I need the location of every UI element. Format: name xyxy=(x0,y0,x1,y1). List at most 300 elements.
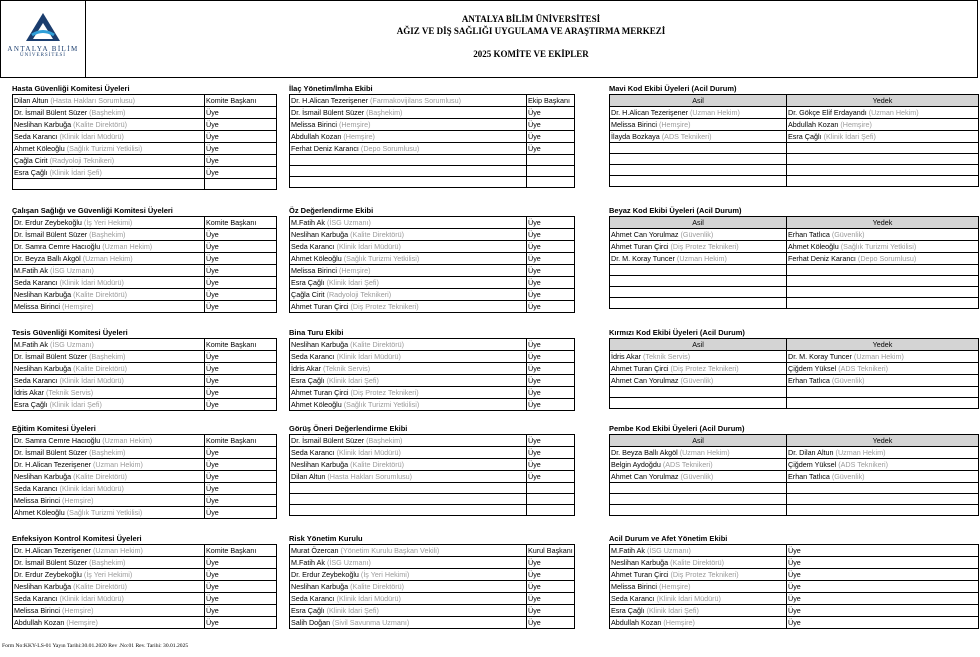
member-cell xyxy=(290,593,527,605)
member-role: (Hemşire) xyxy=(338,120,371,129)
table-row xyxy=(13,495,277,507)
substitute-cell xyxy=(787,471,979,483)
member-cell xyxy=(290,545,527,557)
member-table xyxy=(609,434,979,516)
member-cell xyxy=(290,143,527,155)
duty-cell: Üye xyxy=(205,447,277,459)
member-cell xyxy=(290,289,527,301)
member-role: (Hemşire) xyxy=(663,618,695,627)
member-cell xyxy=(610,287,787,298)
table-row xyxy=(610,253,979,265)
table-row xyxy=(290,447,575,459)
duty-cell: Kurul Başkanı xyxy=(528,546,573,555)
duty-cell: Üye xyxy=(527,339,575,351)
duty-cell: Üye xyxy=(787,557,979,569)
committee-title: Enfeksiyon Kontrol Komitesi Üyeleri xyxy=(12,534,142,543)
table-row xyxy=(13,399,277,411)
member-role: (Klinik İdari Müdürü) xyxy=(59,278,124,287)
member-name: Melissa Birinci xyxy=(611,120,657,129)
member-role: (ADS Teknikeri) xyxy=(662,460,713,469)
table-row xyxy=(13,375,277,387)
member-role: (Güvenlik) xyxy=(680,230,714,239)
duty-cell: Komite Başkanı xyxy=(205,545,277,557)
member-name: Seda Karancı xyxy=(14,132,58,141)
member-name: Neslihan Karbuğa xyxy=(14,472,72,481)
table-row xyxy=(610,154,979,165)
substitute-name: Ferhat Deniz Karancı xyxy=(788,254,856,263)
member-cell xyxy=(13,217,205,229)
column-header: Yedek xyxy=(787,339,979,351)
member-name: Ahmet Köleoğlu xyxy=(291,254,342,263)
member-cell xyxy=(13,301,205,313)
duty-cell: Üye xyxy=(205,581,277,593)
member-role: (İSG Uzmanı) xyxy=(646,546,691,555)
member-role: (Uzman Hekim) xyxy=(82,254,133,263)
member-role: (Sivil Savunma Uzmanı) xyxy=(332,618,410,627)
table-row xyxy=(610,483,979,494)
member-cell xyxy=(610,143,787,154)
table-row xyxy=(610,241,979,253)
member-role: (Kalite Direktörü) xyxy=(670,558,725,567)
table-header-row xyxy=(610,435,979,447)
member-cell xyxy=(290,253,527,265)
member-table xyxy=(12,94,277,190)
substitute-cell xyxy=(787,154,979,165)
member-role: (Hemşire) xyxy=(658,582,691,591)
member-role: (Klinik İdari Şefi) xyxy=(326,606,379,615)
duty-cell: Üye xyxy=(527,119,575,131)
member-cell xyxy=(290,505,527,516)
substitute-cell xyxy=(787,165,979,176)
member-role: (Klinik İdari Şefi) xyxy=(326,278,379,287)
duty-cell: Üye xyxy=(205,557,277,569)
member-role: (Güvenlik) xyxy=(680,472,714,481)
member-cell xyxy=(13,131,205,143)
member-table xyxy=(289,338,575,411)
member-cell xyxy=(610,569,787,581)
member-name: Seda Karancı xyxy=(611,594,655,603)
member-name: Neslihan Karbuğa xyxy=(291,460,349,469)
committee-title: Çalışan Sağlığı ve Güvenliği Komitesi Üyeleri xyxy=(12,206,173,215)
member-name: Abdullah Kozan xyxy=(291,132,342,141)
member-role: (Uzman Hekim) xyxy=(102,436,153,445)
member-name: Çağla Cirit xyxy=(291,290,325,299)
duty-cell: Üye xyxy=(205,253,277,265)
substitute-cell xyxy=(787,276,979,287)
member-role: (Klinik İdari Şefi) xyxy=(646,606,699,615)
member-role: (İş Yeri Hekimi) xyxy=(360,570,410,579)
member-role: (Depo Sorumlusu) xyxy=(360,144,420,153)
member-name: Neslihan Karbuğa xyxy=(291,230,349,239)
member-role: (Kalite Direktörü) xyxy=(350,230,405,239)
member-name: Dr. Erdur Zeybekoğlu xyxy=(14,570,82,579)
member-role: (Hemşire) xyxy=(343,132,375,141)
table-row xyxy=(290,217,575,229)
duty-cell: Üye xyxy=(527,217,575,229)
member-cell xyxy=(13,179,205,190)
member-name: Çağla Cirit xyxy=(14,156,48,165)
substitute-cell xyxy=(787,176,979,187)
table-row xyxy=(290,435,575,447)
table-row xyxy=(13,167,277,179)
duty-cell: Üye xyxy=(205,107,277,119)
duty-cell: Üye xyxy=(205,167,277,179)
table-row xyxy=(13,143,277,155)
duty-cell: Komite Başkanı xyxy=(205,95,277,107)
member-cell xyxy=(13,507,205,519)
member-cell xyxy=(290,166,527,177)
duty-cell: Üye xyxy=(527,289,575,301)
member-role: (Başhekim) xyxy=(366,108,403,117)
member-cell xyxy=(290,375,527,387)
duty-cell: Üye xyxy=(527,593,575,605)
duty-cell: Üye xyxy=(787,569,979,581)
member-name: Dilan Altun xyxy=(14,96,49,105)
form-footer: Form No:KKY-LS-01 Yayın Tarihi:30.01.2020 Rev .No:01 Rev. Tarihi: 30.01.2025 xyxy=(2,643,189,649)
member-cell xyxy=(13,107,205,119)
member-name: Dilan Altun xyxy=(291,472,326,481)
member-cell xyxy=(290,155,527,166)
member-name: Ahmet Turan Çirci xyxy=(291,302,349,311)
duty-cell: Üye xyxy=(527,581,575,593)
member-name: M.Fatih Ak xyxy=(14,340,48,349)
table-header-row xyxy=(610,339,979,351)
table-row xyxy=(610,494,979,505)
member-cell xyxy=(610,494,787,505)
column-header: Asil xyxy=(610,217,787,229)
member-cell xyxy=(13,581,205,593)
page-title: 2025 KOMİTE VE EKİPLER xyxy=(473,49,589,59)
substitute-cell xyxy=(787,265,979,276)
member-name: Seda Karancı xyxy=(14,484,58,493)
member-cell xyxy=(290,483,527,494)
member-name: Dr. Samra Cemre Hacıoğlu xyxy=(14,436,101,445)
member-role: (Kalite Direktörü) xyxy=(73,290,128,299)
member-role: (Kalite Direktörü) xyxy=(73,364,128,373)
committee-title: Tesis Güvenliği Komitesi Üyeleri xyxy=(12,328,128,337)
member-name: Melissa Birinci xyxy=(14,302,60,311)
table-row xyxy=(13,131,277,143)
table-row xyxy=(13,339,277,351)
member-role: (Diş Protez Teknikeri) xyxy=(670,570,739,579)
member-name: İdris Akar xyxy=(291,364,321,373)
member-cell xyxy=(610,276,787,287)
member-cell xyxy=(610,605,787,617)
member-role: (Hemşire) xyxy=(61,606,94,615)
duty-cell: Üye xyxy=(205,375,277,387)
duty-cell: Üye xyxy=(527,387,575,399)
member-name: Dr. İsmail Bülent Süzer xyxy=(14,448,88,457)
member-name: Esra Çağlı xyxy=(291,376,325,385)
duty-cell: Üye xyxy=(527,435,575,447)
substitute-cell xyxy=(787,375,979,387)
member-role: (Farmakovijilans Sorumlusu) xyxy=(369,96,462,105)
member-table xyxy=(609,544,979,629)
table-row xyxy=(610,545,979,557)
member-cell xyxy=(290,241,527,253)
duty-cell: Üye xyxy=(527,265,575,277)
committee-title: Eğitim Komitesi Üyeleri xyxy=(12,424,96,433)
table-row xyxy=(290,241,575,253)
member-cell xyxy=(290,569,527,581)
member-name: Dr. M. Koray Tuncer xyxy=(611,254,675,263)
substitute-name: Dr. M. Koray Tuncer xyxy=(788,352,852,361)
member-name: Dr. Beyza Ballı Akgöl xyxy=(14,254,81,263)
table-row xyxy=(13,593,277,605)
table-row xyxy=(290,131,575,143)
member-cell xyxy=(610,617,787,629)
duty-cell: Üye xyxy=(527,301,575,313)
member-cell xyxy=(290,131,527,143)
substitute-name: Erhan Tatlıca xyxy=(788,376,830,385)
table-row xyxy=(290,363,575,375)
table-row xyxy=(610,387,979,398)
substitute-cell xyxy=(787,387,979,398)
substitute-cell xyxy=(787,143,979,154)
member-cell xyxy=(290,557,527,569)
table-row xyxy=(13,301,277,313)
member-name: Dr. H.Alican Tezerişener xyxy=(291,96,368,105)
member-name: Seda Karancı xyxy=(291,242,335,251)
table-row xyxy=(13,107,277,119)
member-cell xyxy=(610,557,787,569)
duty-cell: Üye xyxy=(205,387,277,399)
duty-cell: Üye xyxy=(527,447,575,459)
table-row xyxy=(290,617,575,629)
table-row xyxy=(610,459,979,471)
duty-cell: Üye xyxy=(205,289,277,301)
member-role: (Sağlık Turizmi Yetkilisi) xyxy=(343,400,420,409)
member-name: Melissa Birinci xyxy=(291,120,337,129)
table-row xyxy=(13,569,277,581)
committee-title: Acil Durum ve Afet Yönetim Ekibi xyxy=(609,534,728,543)
table-row xyxy=(610,265,979,276)
table-row xyxy=(290,605,575,617)
table-row xyxy=(610,398,979,409)
duty-cell: Üye xyxy=(527,557,575,569)
duty-cell: Üye xyxy=(527,253,575,265)
member-name: Dr. İsmail Bülent Süzer xyxy=(14,108,88,117)
member-name: Neslihan Karbuğa xyxy=(14,120,72,129)
member-cell xyxy=(13,605,205,617)
member-cell xyxy=(13,143,205,155)
member-cell xyxy=(13,447,205,459)
member-name: Dr. Beyza Ballı Akgöl xyxy=(611,448,678,457)
table-row xyxy=(610,375,979,387)
member-role: (Kalite Direktörü) xyxy=(73,582,128,591)
substitute-cell xyxy=(787,131,979,143)
member-cell xyxy=(610,398,787,409)
member-name: Melissa Birinci xyxy=(291,266,337,275)
duty-cell: Üye xyxy=(527,277,575,289)
table-row xyxy=(290,301,575,313)
member-cell xyxy=(290,471,527,483)
substitute-name: Abdullah Kozan xyxy=(788,120,839,129)
table-row xyxy=(290,545,575,557)
table-row xyxy=(610,557,979,569)
duty-cell: Üye xyxy=(205,617,277,629)
table-row xyxy=(290,471,575,483)
member-name: Abdullah Kozan xyxy=(611,618,662,627)
duty-cell: Üye xyxy=(527,459,575,471)
table-row xyxy=(610,471,979,483)
column-header: Asil xyxy=(610,435,787,447)
table-row xyxy=(13,155,277,167)
member-role: (Başhekim) xyxy=(89,352,126,361)
member-cell xyxy=(13,95,205,107)
table-row xyxy=(13,277,277,289)
member-table xyxy=(289,216,575,313)
member-cell xyxy=(290,119,527,131)
member-role: (Hasta Hakları Sorumlusu) xyxy=(327,472,413,481)
member-role: (Klinik İdari Müdürü) xyxy=(336,448,401,457)
member-cell xyxy=(290,605,527,617)
member-name: Neslihan Karbuğa xyxy=(14,364,72,373)
duty-cell: Üye xyxy=(205,229,277,241)
substitute-name: Çiğdem Yüksel xyxy=(788,460,837,469)
duty-cell: Üye xyxy=(527,605,575,617)
table-row xyxy=(13,617,277,629)
table-row xyxy=(610,505,979,516)
member-table xyxy=(12,434,277,519)
table-row xyxy=(13,483,277,495)
duty-cell: Ekip Başkanı xyxy=(527,95,575,107)
member-name: Dr. İsmail Bülent Süzer xyxy=(291,108,365,117)
member-cell xyxy=(13,277,205,289)
member-role: (Başhekim) xyxy=(366,436,403,445)
member-name: Ahmet Turan Çirci xyxy=(611,242,669,251)
member-cell xyxy=(610,471,787,483)
member-name: Seda Karancı xyxy=(291,594,335,603)
member-name: Neslihan Karbuğa xyxy=(14,582,72,591)
table-row xyxy=(290,351,575,363)
member-name: Ahmet Can Yorulmaz xyxy=(611,376,679,385)
member-name: Seda Karancı xyxy=(14,594,58,603)
duty-cell: Üye xyxy=(527,363,575,375)
substitute-role: (Klinik İdari Şefi) xyxy=(823,132,876,141)
duty-cell: Komite Başkanı xyxy=(205,339,277,351)
member-cell xyxy=(610,253,787,265)
substitute-cell xyxy=(787,505,979,516)
member-name: Dr. Samra Cemre Hacıoğlu xyxy=(14,242,101,251)
member-name: Abdullah Kozan xyxy=(14,618,65,627)
duty-cell: Komite Başkanı xyxy=(205,217,277,229)
table-row xyxy=(13,265,277,277)
member-cell xyxy=(610,241,787,253)
member-role: (Klinik İdari Müdürü) xyxy=(656,594,721,603)
column-header: Yedek xyxy=(787,95,979,107)
table-row xyxy=(13,387,277,399)
member-cell xyxy=(610,154,787,165)
member-role: (Kalite Direktörü) xyxy=(73,472,128,481)
duty-cell: Üye xyxy=(527,229,575,241)
member-table xyxy=(609,338,979,409)
member-role: (Klinik İdari Müdürü) xyxy=(336,242,401,251)
duty-cell xyxy=(527,166,575,177)
member-role: (Teknik Servis) xyxy=(322,364,371,373)
duty-cell: Üye xyxy=(205,399,277,411)
table-row xyxy=(610,605,979,617)
university-logo-icon xyxy=(24,11,62,45)
table-row xyxy=(290,95,575,107)
member-name: Ahmet Köleoğlu xyxy=(14,508,65,517)
member-role: (Teknik Servis) xyxy=(642,352,691,361)
member-role: (Başhekim) xyxy=(89,448,126,457)
member-role: (Hasta Hakları Sorumlusu) xyxy=(50,96,136,105)
substitute-role: (Uzman Hekim) xyxy=(853,352,904,361)
member-role: (Klinik İdari Şefi) xyxy=(49,168,102,177)
member-cell xyxy=(610,483,787,494)
member-cell xyxy=(13,569,205,581)
duty-cell: Üye xyxy=(787,545,979,557)
table-row xyxy=(610,581,979,593)
table-row xyxy=(610,276,979,287)
table-row xyxy=(610,176,979,187)
member-role: (İSG Uzmanı) xyxy=(326,558,371,567)
member-cell xyxy=(610,447,787,459)
table-row xyxy=(290,375,575,387)
member-cell xyxy=(610,351,787,363)
member-table xyxy=(12,338,277,411)
table-row xyxy=(290,387,575,399)
table-row xyxy=(290,166,575,177)
member-name: Esra Çağlı xyxy=(291,278,325,287)
member-cell xyxy=(290,581,527,593)
member-name: Salih Doğan xyxy=(291,618,331,627)
member-name: Esra Çağlı xyxy=(14,168,48,177)
member-role: (Klinik İdari Şefi) xyxy=(49,400,102,409)
member-cell xyxy=(13,483,205,495)
member-role: (Klinik İdari Müdürü) xyxy=(59,132,124,141)
duty-cell xyxy=(527,483,575,494)
table-row xyxy=(290,229,575,241)
member-role: (Uzman Hekim) xyxy=(102,242,153,251)
member-role: (Klinik İdari Müdürü) xyxy=(59,376,124,385)
table-row xyxy=(610,287,979,298)
member-name: Neslihan Karbuğa xyxy=(291,340,349,349)
logo-subtext: ÜNİVERSİTESİ xyxy=(20,53,66,58)
member-name: İdris Akar xyxy=(611,352,641,361)
table-row xyxy=(290,277,575,289)
member-name: Ahmet Can Yorulmaz xyxy=(611,472,679,481)
member-name: Ahmet Turan Çirci xyxy=(611,570,669,579)
member-name: İdris Akar xyxy=(14,388,44,397)
duty-cell: Üye xyxy=(787,581,979,593)
member-role: (İSG Uzmanı) xyxy=(49,266,94,275)
member-table xyxy=(289,434,575,516)
table-row xyxy=(610,229,979,241)
member-role: (Uzman Hekim) xyxy=(676,254,727,263)
member-name: Dr. H.Alican Tezerişener xyxy=(611,108,688,117)
member-name: M.Fatih Ak xyxy=(291,218,325,227)
duty-cell: Üye xyxy=(205,277,277,289)
substitute-cell xyxy=(787,298,979,309)
substitute-name: Erhan Tatlıca xyxy=(788,472,830,481)
duty-cell: Üye xyxy=(205,155,277,167)
table-row xyxy=(290,581,575,593)
member-role: (İSG Uzmanı) xyxy=(49,340,94,349)
member-name: Murat Özercan xyxy=(291,546,339,555)
member-name: Esra Çağlı xyxy=(291,606,325,615)
substitute-role: (Hemşire) xyxy=(840,120,872,129)
member-name: M.Fatih Ak xyxy=(291,558,325,567)
member-role: (ADS Teknikeri) xyxy=(661,132,712,141)
member-name: Ahmet Köleoğlu xyxy=(14,144,65,153)
table-row xyxy=(290,143,575,155)
table-row xyxy=(13,179,277,190)
substitute-cell xyxy=(787,398,979,409)
duty-cell xyxy=(527,505,575,516)
